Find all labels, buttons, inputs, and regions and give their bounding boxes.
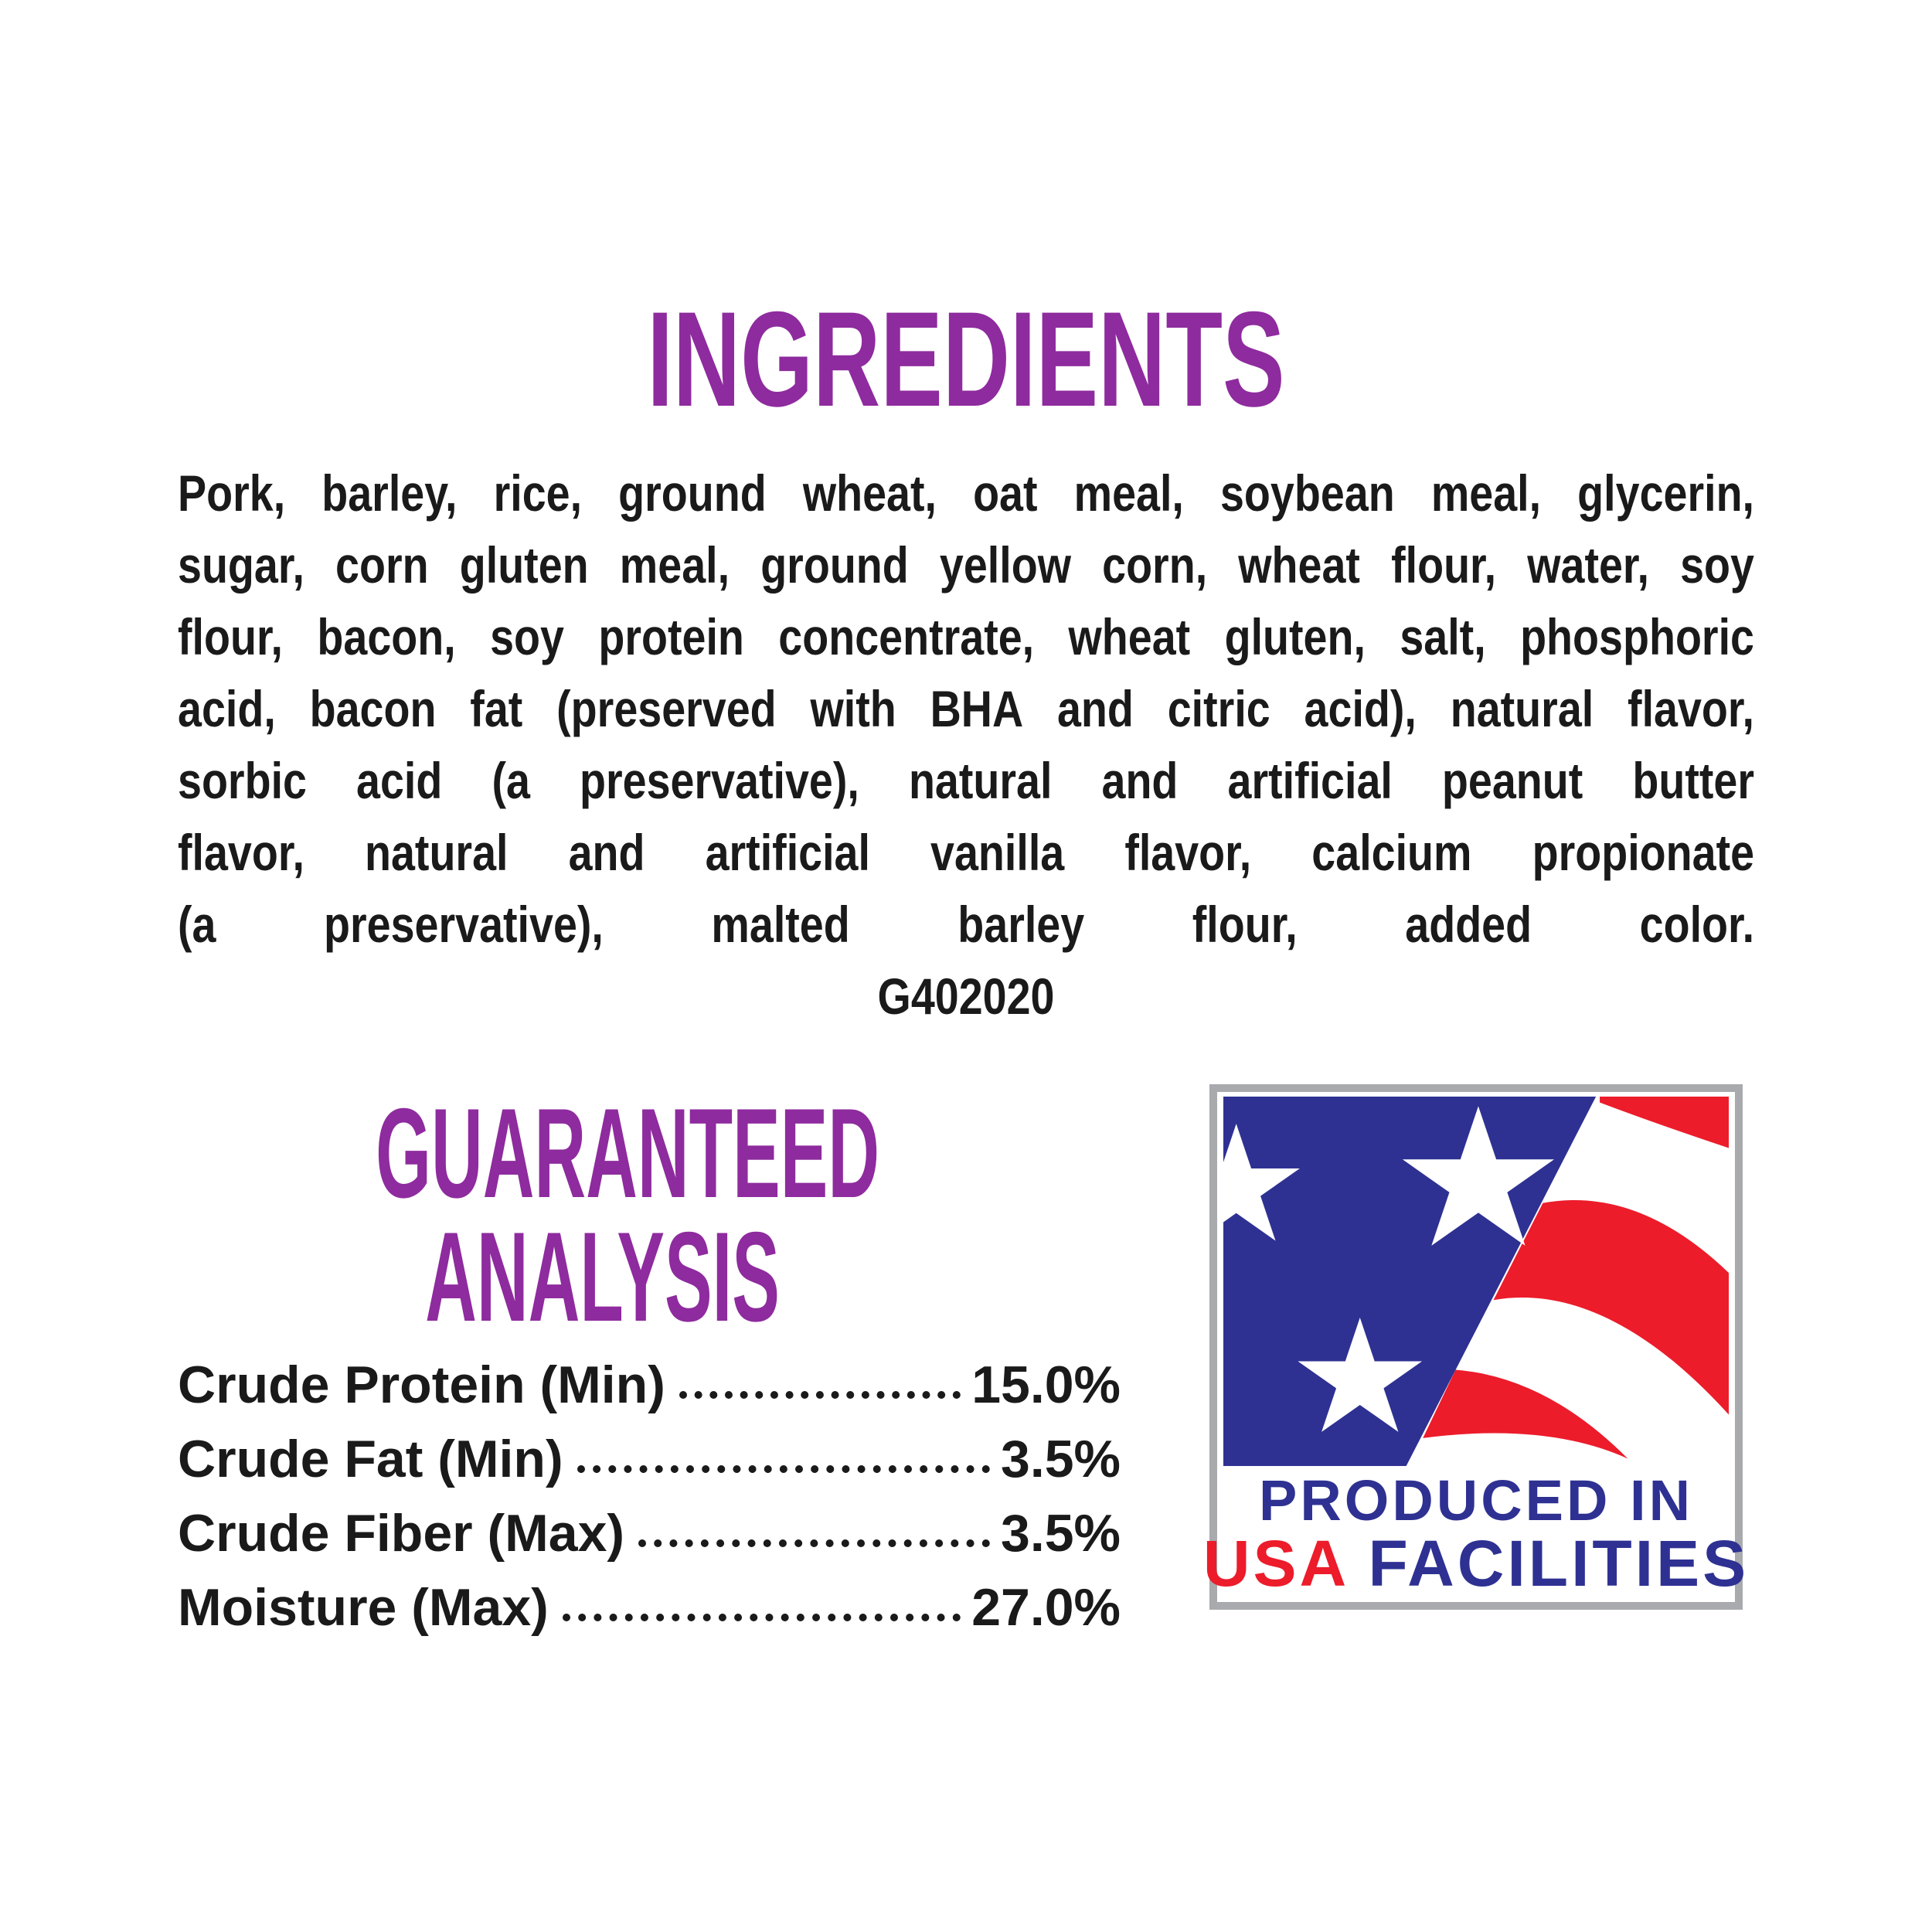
ingredient-word: wheat [1068, 608, 1191, 665]
ingredient-word: color. [1639, 896, 1755, 953]
ingredient-word: acid), [1304, 680, 1417, 737]
usa-text: USA [1202, 1527, 1348, 1600]
produced-in-usa-badge [1202, 1084, 1750, 1610]
ingredient-word: added [1405, 896, 1532, 953]
ingredient-word: bacon [309, 680, 437, 737]
usa-facilities-text [1202, 1527, 1750, 1600]
analysis-row-crude-fiber [178, 1490, 1121, 1564]
ingredient-word: Pork, [178, 464, 286, 522]
ingredient-word: flour, [178, 608, 283, 665]
analysis-row-moisture [178, 1564, 1121, 1638]
ingredient-word: and [1056, 680, 1134, 737]
ingredient-word: flavor, [1628, 680, 1754, 737]
analysis-row-label: Crude Protein (Min) [178, 1355, 665, 1414]
ingredient-word: propionate [1532, 824, 1755, 881]
ingredient-word: preservative), [324, 896, 604, 953]
analysis-row-value: 15.0% [971, 1355, 1121, 1414]
analysis-row-label: Crude Fiber (Max) [178, 1504, 625, 1563]
ingredient-line [178, 529, 1754, 601]
ingredient-word: natural [908, 752, 1053, 809]
ingredient-word: phosphoric [1520, 608, 1754, 665]
ingredient-word: artificial [705, 824, 870, 881]
ingredient-word: citric [1167, 680, 1270, 737]
ingredient-word: barley [957, 896, 1085, 953]
ingredient-word: acid, [178, 680, 276, 737]
ingredient-word: vanilla [930, 824, 1065, 881]
ingredients-title [0, 284, 1932, 435]
ingredient-word: protein [598, 608, 744, 665]
ingredient-word: rice, [493, 464, 583, 522]
ingredient-word: barley, [321, 464, 457, 522]
ingredient-line [178, 817, 1754, 889]
ingredient-word: soy [1680, 536, 1754, 594]
ingredient-word: concentrate, [778, 608, 1035, 665]
produced-in-text: PRODUCED IN [1258, 1468, 1694, 1532]
ingredients-paragraph [178, 457, 1754, 1032]
ingredient-word: fat [470, 680, 523, 737]
ingredient-word: peanut [1441, 752, 1583, 809]
ingredient-word: gluten, [1224, 608, 1366, 665]
analysis-row-value: 3.5% [1001, 1430, 1121, 1488]
analysis-row-value: 27.0% [971, 1578, 1121, 1637]
ingredient-word: meal, [1430, 464, 1542, 522]
ingredient-word: corn [335, 536, 429, 594]
ingredient-word: natural [364, 824, 509, 881]
ingredient-word: (a [178, 896, 216, 953]
ingredient-word: soy [490, 608, 564, 665]
ingredient-word: salt, [1400, 608, 1486, 665]
ingredient-word: malted [711, 896, 850, 953]
analysis-row-crude-fat [178, 1416, 1121, 1490]
ingredient-word: and [1101, 752, 1179, 809]
guaranteed-analysis-table [178, 1342, 1121, 1638]
ingredient-line [178, 457, 1754, 529]
facilities-text: FACILITIES [1368, 1527, 1750, 1600]
ingredient-word: butter [1632, 752, 1755, 809]
ingredient-word: water, [1527, 536, 1649, 594]
ingredient-word: yellow [939, 536, 1071, 594]
ingredient-word: preservative), [579, 752, 859, 809]
ingredient-word: calcium [1311, 824, 1472, 881]
ingredient-word: and [568, 824, 645, 881]
analysis-row-label: Crude Fat (Min) [178, 1430, 563, 1488]
dotted-leader [638, 1539, 990, 1547]
ingredient-line [178, 889, 1754, 961]
ingredient-word: gluten [459, 536, 589, 594]
ingredient-line [178, 601, 1754, 673]
ingredient-word: sugar, [178, 536, 304, 594]
guaranteed-analysis-title [178, 1082, 1028, 1348]
ingredient-word: meal, [619, 536, 730, 594]
ingredient-word: flour, [1391, 536, 1497, 594]
lot-code: G402020 [877, 968, 1055, 1025]
guaranteed-analysis-title-line1: GUARANTEED [376, 1082, 880, 1224]
ingredient-word: glycerin, [1577, 464, 1755, 522]
ingredient-word: ground [760, 536, 909, 594]
ingredient-word: meal, [1073, 464, 1184, 522]
analysis-row-crude-protein [178, 1342, 1121, 1416]
ingredient-word: flour, [1192, 896, 1298, 953]
ingredient-word: ground [618, 464, 767, 522]
ingredient-word: (preserved [556, 680, 777, 737]
ingredient-word: corn, [1102, 536, 1208, 594]
ingredient-word: natural [1450, 680, 1594, 737]
ingredient-word: (a [492, 752, 530, 809]
ingredients-title-text: INGREDIENTS [647, 284, 1285, 435]
us-flag-icon [1223, 1097, 1729, 1466]
ingredient-line [178, 745, 1754, 817]
dotted-leader [679, 1391, 961, 1399]
ingredient-word: wheat, [802, 464, 937, 522]
ingredient-word: flavor, [1124, 824, 1252, 881]
ingredient-word: with [810, 680, 896, 737]
ingredient-word: BHA [930, 680, 1024, 737]
ingredient-word: wheat [1238, 536, 1360, 594]
ingredient-word: acid [356, 752, 443, 809]
dotted-leader [563, 1614, 961, 1621]
ingredient-word: oat [973, 464, 1038, 522]
ingredient-word: soybean [1219, 464, 1395, 522]
ingredient-word: flavor, [178, 824, 304, 881]
analysis-row-label: Moisture (Max) [178, 1578, 549, 1637]
dotted-leader [577, 1465, 990, 1473]
ingredient-line [178, 673, 1754, 745]
analysis-row-value: 3.5% [1001, 1504, 1121, 1563]
ingredient-word: bacon, [317, 608, 456, 665]
ingredient-word: artificial [1227, 752, 1393, 809]
guaranteed-analysis-title-line2: ANALYSIS [425, 1206, 781, 1348]
ingredient-word: sorbic [178, 752, 307, 809]
